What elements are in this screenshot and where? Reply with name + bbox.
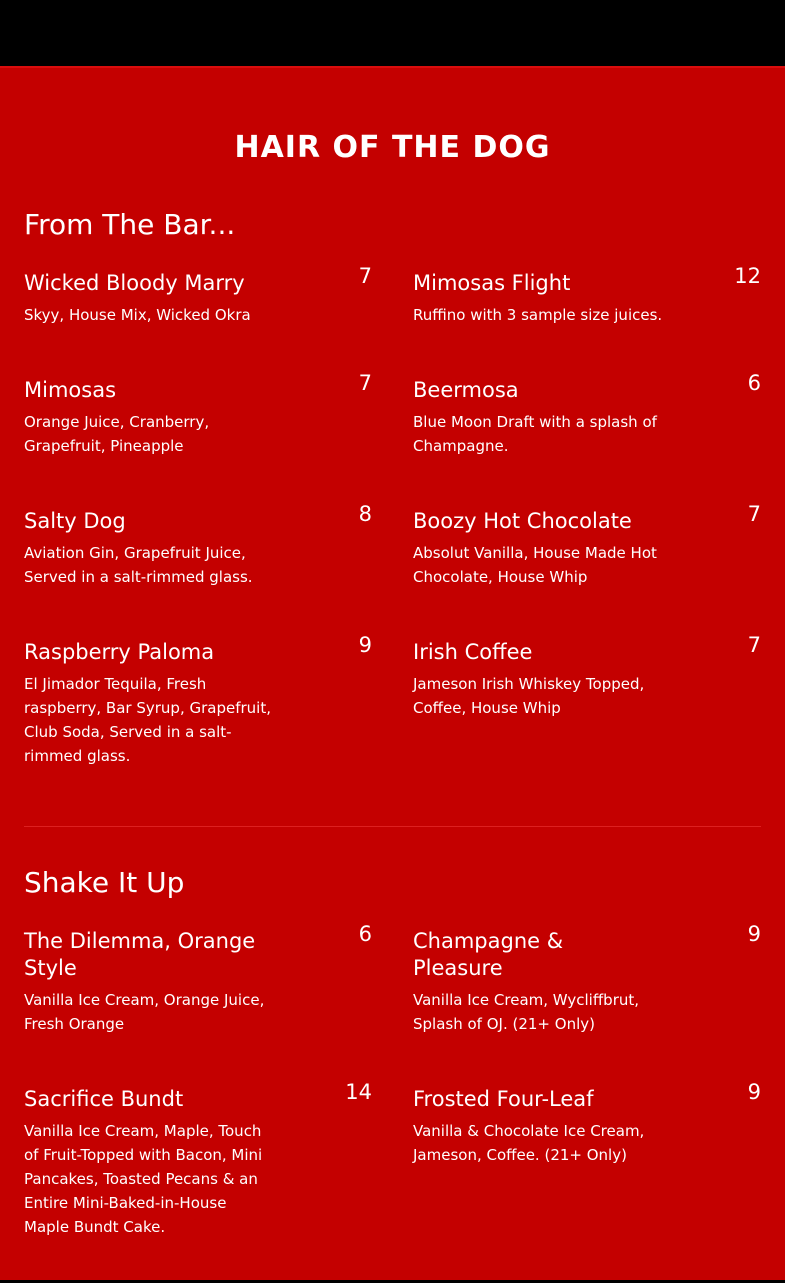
item-price: 12 xyxy=(734,264,761,288)
menu-item xyxy=(24,922,372,1036)
item-price: 6 xyxy=(747,371,761,395)
item-description: Vanilla Ice Cream, Wycliffbrut, Splash of OJ. (21+ Only) xyxy=(413,991,640,1033)
item-description: Vanilla Ice Cream, Orange Juice, Fresh Orange xyxy=(24,991,265,1033)
menu-item xyxy=(24,633,372,768)
item-price: 9 xyxy=(358,633,372,657)
item-price: 7 xyxy=(747,633,761,657)
item-price: 6 xyxy=(358,922,372,946)
section-title-from-the-bar: From The Bar... xyxy=(24,208,236,241)
item-price: 7 xyxy=(747,502,761,526)
item-description: Jameson Irish Whiskey Topped, Coffee, House Whip xyxy=(413,675,645,717)
section-divider xyxy=(24,826,761,827)
item-price: 14 xyxy=(345,1080,372,1104)
section-title-shake-it-up: Shake It Up xyxy=(24,866,185,899)
item-description: Skyy, House Mix, Wicked Okra xyxy=(24,306,251,324)
item-description: Vanilla & Chocolate Ice Cream, Jameson, Coffee. (21+ Only) xyxy=(413,1122,645,1164)
item-name: Champagne & Pleasure xyxy=(413,929,564,980)
item-price: 7 xyxy=(358,264,372,288)
item-name: The Dilemma, Orange Style xyxy=(24,929,256,980)
item-name: Sacrifice Bundt xyxy=(24,1087,184,1111)
menu-item xyxy=(24,371,372,458)
menu-title: HAIR OF THE DOG xyxy=(234,130,551,165)
item-description: Aviation Gin, Grapefruit Juice, Served in a salt-rimmed glass. xyxy=(24,544,253,586)
item-name: Raspberry Paloma xyxy=(24,640,215,664)
item-name: Wicked Bloody Marry xyxy=(24,271,245,295)
item-description: Absolut Vanilla, House Made Hot Chocolate, House Whip xyxy=(413,544,657,586)
top-bar xyxy=(0,0,785,66)
menu-item xyxy=(413,633,761,720)
item-description: Blue Moon Draft with a splash of Champagne. xyxy=(413,413,657,455)
item-description: El Jimador Tequila, Fresh raspberry, Bar Syrup, Grapefruit, Club Soda, Served in a salt-rimmed glass. xyxy=(24,675,271,765)
item-description: Vanilla Ice Cream, Maple, Touch of Fruit-Topped with Bacon, Mini Pancakes, Toasted Pecans & an Entire Mini-Baked-in-House Maple Bundt Cake. xyxy=(24,1122,263,1236)
item-price: 9 xyxy=(747,1080,761,1104)
menu-item xyxy=(413,502,761,589)
item-description: Orange Juice, Cranberry, Grapefruit, Pineapple xyxy=(24,413,210,455)
menu-item xyxy=(413,1080,761,1167)
item-price: 8 xyxy=(358,502,372,526)
menu-panel xyxy=(0,66,785,1280)
item-name: Mimosas xyxy=(24,378,117,402)
menu-item xyxy=(413,922,761,1036)
menu-item xyxy=(24,1080,372,1239)
item-name: Irish Coffee xyxy=(413,640,533,664)
item-name: Beermosa xyxy=(413,378,519,402)
item-name: Frosted Four-Leaf xyxy=(413,1087,594,1111)
item-name: Mimosas Flight xyxy=(413,271,571,295)
item-price: 7 xyxy=(358,371,372,395)
menu-item xyxy=(413,264,761,327)
menu-item xyxy=(413,371,761,458)
item-description: Ruffino with 3 sample size juices. xyxy=(413,306,663,324)
item-name: Boozy Hot Chocolate xyxy=(413,509,632,533)
item-price: 9 xyxy=(747,922,761,946)
menu-item xyxy=(24,502,372,589)
menu-item xyxy=(24,264,372,327)
item-name: Salty Dog xyxy=(24,509,126,533)
